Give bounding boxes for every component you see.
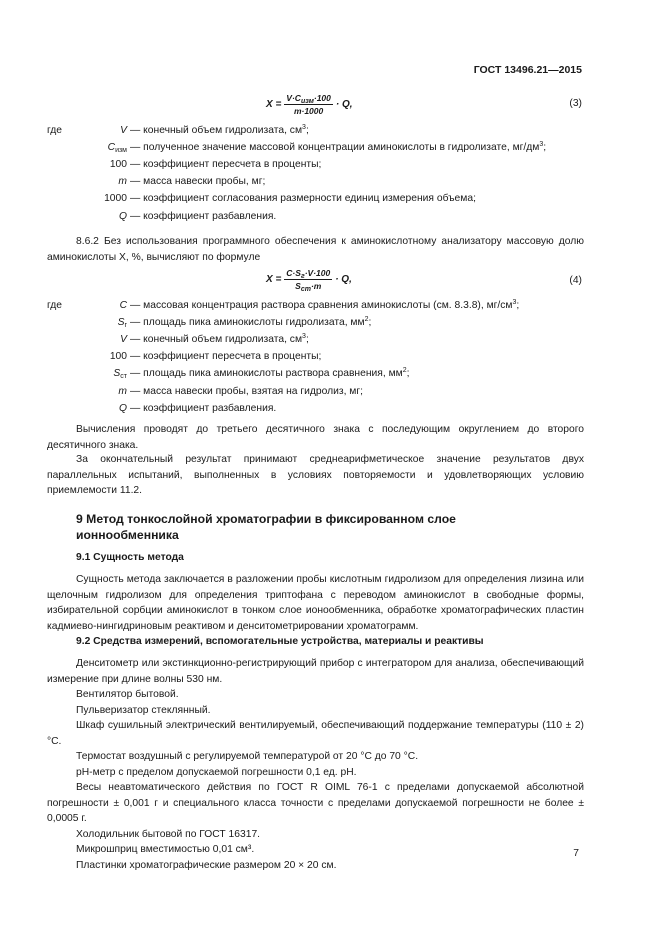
formula-4-lhs: X =	[266, 273, 282, 285]
description-punct: ;	[516, 300, 520, 311]
where-description	[130, 157, 587, 173]
where-label	[47, 349, 73, 365]
symbol-letter: S	[113, 368, 121, 380]
equipment-item: Денситометр или экстинкционно-регистрирующий прибор с интегратором для анализа, обеспечивающий измерение при длине волны 530 нм.	[47, 658, 584, 685]
where-description	[130, 366, 587, 382]
equipment-item: Пластинки хроматографические размером 20 × 20 см.	[76, 859, 337, 871]
where-symbol	[73, 298, 130, 314]
where-label	[47, 366, 73, 382]
equipment-item: Микрошприц вместимостью 0,01 см³.	[76, 844, 255, 855]
where-description	[130, 209, 587, 225]
description-text: — конечный объем гидролизата, см	[130, 334, 303, 346]
symbol-letter: 100	[109, 351, 127, 363]
where-label	[47, 191, 73, 207]
where-symbol	[73, 401, 130, 417]
where-description	[130, 140, 587, 156]
formula-3	[266, 93, 353, 116]
equipment-item: Пульверизатор стеклянный.	[76, 704, 211, 716]
subsection-9-1-heading: 9.1 Сущность метода	[76, 552, 184, 563]
where-row	[47, 332, 587, 348]
description-text: — полученное значение массовой концентрации аминокислоты в гидролизате, мг/дм	[130, 142, 540, 154]
where-description	[130, 191, 587, 207]
where-label	[47, 157, 73, 173]
where-row	[47, 209, 587, 225]
where-description	[130, 384, 587, 400]
symbol-letter: m	[118, 385, 127, 397]
description-punct: ;	[406, 368, 410, 380]
where-label	[47, 384, 73, 400]
symbol-letter: S	[117, 317, 125, 329]
formula-4-num-sub: г	[300, 273, 305, 280]
where-row	[47, 349, 587, 365]
symbol-letter: 1000	[104, 193, 127, 205]
symbol-letter: m	[118, 176, 127, 188]
equipment-item: Холодильник бытовой по ГОСТ 16317.	[76, 828, 261, 840]
unit-superscript: 2	[402, 367, 407, 375]
paragraph-8-6-2: 8.6.2 Без использования программного обеспечения к аминокислотному анализатору массовую долю аминокислоты X, %, вычисляют по формуле	[47, 236, 584, 263]
equation-number-3: (3)	[569, 98, 582, 109]
equipment-item: рН-метр с пределом допускаемой погрешности 0,1 ед. рН.	[76, 766, 357, 778]
where-label: где	[47, 300, 63, 311]
description-text: — конечный объем гидролизата, см	[130, 125, 303, 136]
where-row	[47, 191, 587, 207]
symbol-letter: Q	[118, 402, 127, 414]
where-label: где	[47, 125, 63, 136]
where-description	[130, 315, 587, 331]
where-symbol	[73, 174, 130, 190]
where-row	[47, 174, 587, 190]
where-label	[47, 174, 73, 190]
where-row	[47, 366, 587, 382]
symbol-letter: V	[120, 125, 127, 136]
where-label	[47, 332, 73, 348]
formula-3-fraction	[284, 93, 333, 116]
equipment-item: Термостат воздушный с регулируемой температурой от 20 °С до 70 °С.	[76, 751, 419, 762]
where-label	[47, 209, 73, 225]
subsection-9-1-text: Сущность метода заключается в разложении пробы кислотным гидролизом для определения лизина или щелочным гидролизом для определения триптофана с переводом аминокислот в свободные формы, избирательной сорбции аминокислот в тонком слое ионообменника, обработке хроматографических пластин кадмиево-нингидриновым реактивом и денситометрировании хроматограмм.	[47, 574, 584, 632]
section-9-heading: 9 Метод тонкослойной хроматографии в фиксированном слое ионнообменника	[76, 512, 456, 542]
paragraph-final-result: За окончательный результат принимают среднеарифметическое значение результатов двух параллельных испытаний, выполненных в условиях повторяемости и удовлетворяющих условию приемлемости 11.2.	[47, 454, 584, 496]
where-row	[47, 384, 587, 400]
where-row	[47, 123, 587, 139]
unit-superscript: 3	[302, 333, 306, 341]
description-text: — массовая концентрация раствора сравнения аминокислоты (см. 8.3.8), мг/см	[130, 300, 513, 311]
symbol-subscript: г	[124, 322, 127, 330]
description-text: — коэффициент пересчета в проценты;	[130, 351, 322, 363]
equipment-list	[47, 656, 584, 873]
symbol-subscript: изм	[115, 147, 127, 155]
unit-superscript: 3	[539, 141, 544, 149]
symbol-letter: C	[107, 142, 116, 154]
where-row	[47, 315, 587, 331]
description-punct: ;	[543, 142, 547, 154]
unit-superscript: 3	[302, 124, 306, 131]
equipment-item: Шкаф сушильный электрический вентилируемый, обеспечивающий поддержание температуры (110 ± 2) °С.	[47, 720, 584, 747]
symbol-letter: C	[119, 300, 127, 311]
where-description	[130, 401, 587, 417]
equation-number-4: (4)	[569, 275, 582, 286]
where-label	[47, 140, 73, 156]
where-symbol	[73, 315, 130, 331]
symbol-subscript: ст	[120, 373, 127, 381]
description-punct: ;	[305, 334, 309, 346]
page-number: 7	[573, 848, 579, 859]
formula-3-num-tail: ·100	[313, 93, 331, 103]
equipment-item: Вентилятор бытовой.	[76, 689, 179, 700]
description-text: — коэффициент пересчета в проценты;	[130, 159, 322, 171]
subsection-9-2-heading: 9.2 Средства измерений, вспомогательные устройства, материалы и реактивы	[76, 636, 484, 647]
description-text: — площадь пика аминокислоты раствора сравнения, мм	[130, 368, 403, 380]
where-symbol	[73, 209, 130, 225]
formula-3-tail: · Q,	[335, 98, 353, 110]
where-description	[130, 349, 587, 365]
formula-4-tail: · Q,	[335, 273, 352, 285]
where-symbol	[73, 384, 130, 400]
description-punct: ;	[368, 317, 372, 329]
formula-4-den-sub: ст	[300, 286, 311, 293]
formula-4	[266, 268, 352, 291]
unit-superscript: 2	[364, 316, 369, 324]
where-description	[130, 174, 587, 190]
formula-4-num: C·S	[286, 268, 301, 278]
where-description	[130, 298, 587, 314]
where-row	[47, 157, 587, 173]
description-text: — площадь пика аминокислоты гидролизата, мм	[130, 317, 365, 329]
where-symbol	[73, 140, 130, 156]
formula-4-den-tail: ·m	[310, 281, 322, 291]
where-description	[130, 123, 587, 139]
formula-4-fraction	[284, 268, 332, 291]
description-text: — коэффициент разбавления.	[130, 210, 277, 222]
description-text: — коэффициент согласования размерности единиц измерения объема;	[130, 193, 476, 205]
symbol-letter: 100	[109, 159, 127, 171]
where-row	[47, 401, 587, 417]
symbol-letter: V	[120, 334, 127, 346]
where-description	[130, 332, 587, 348]
where-symbol	[73, 191, 130, 207]
where-label	[47, 401, 73, 417]
symbol-letter: Q	[118, 210, 127, 222]
standard-number: ГОСТ 13496.21—2015	[473, 64, 582, 76]
description-text: — коэффициент разбавления.	[130, 402, 277, 414]
formula-4-num-tail: ·V·100	[304, 268, 331, 278]
description-text: — масса навески пробы, взятая на гидролиз, мг;	[130, 385, 363, 397]
where-row	[47, 298, 587, 314]
where-symbol	[73, 123, 130, 139]
where-symbol	[73, 366, 130, 382]
unit-superscript: 3	[512, 299, 517, 306]
formula-3-num-sub: изм	[300, 98, 314, 105]
where-symbol	[73, 157, 130, 173]
where-row	[47, 140, 587, 156]
where-symbol	[73, 349, 130, 365]
equipment-item: Весы неавтоматического действия по ГОСТ R OIML 76-1 с пределами допускаемой абсолютной погрешности ± 0,001 г и специального класса точности с пределами допускаемой погрешности не более ± 0,0005 г.	[47, 782, 584, 824]
paragraph-calculation: Вычисления проводят до третьего десятичного знака с последующим округлением до второго десятичного знака.	[47, 424, 584, 451]
formula-3-lhs: X =	[266, 98, 282, 110]
description-text: — масса навески пробы, мг;	[130, 176, 266, 188]
formula-3-den: m·1000	[293, 106, 324, 116]
formula-3-num: V·C	[286, 93, 301, 103]
description-punct: ;	[305, 125, 309, 136]
where-label	[47, 315, 73, 331]
where-symbol	[73, 332, 130, 348]
formula-4-den: S	[295, 281, 301, 291]
